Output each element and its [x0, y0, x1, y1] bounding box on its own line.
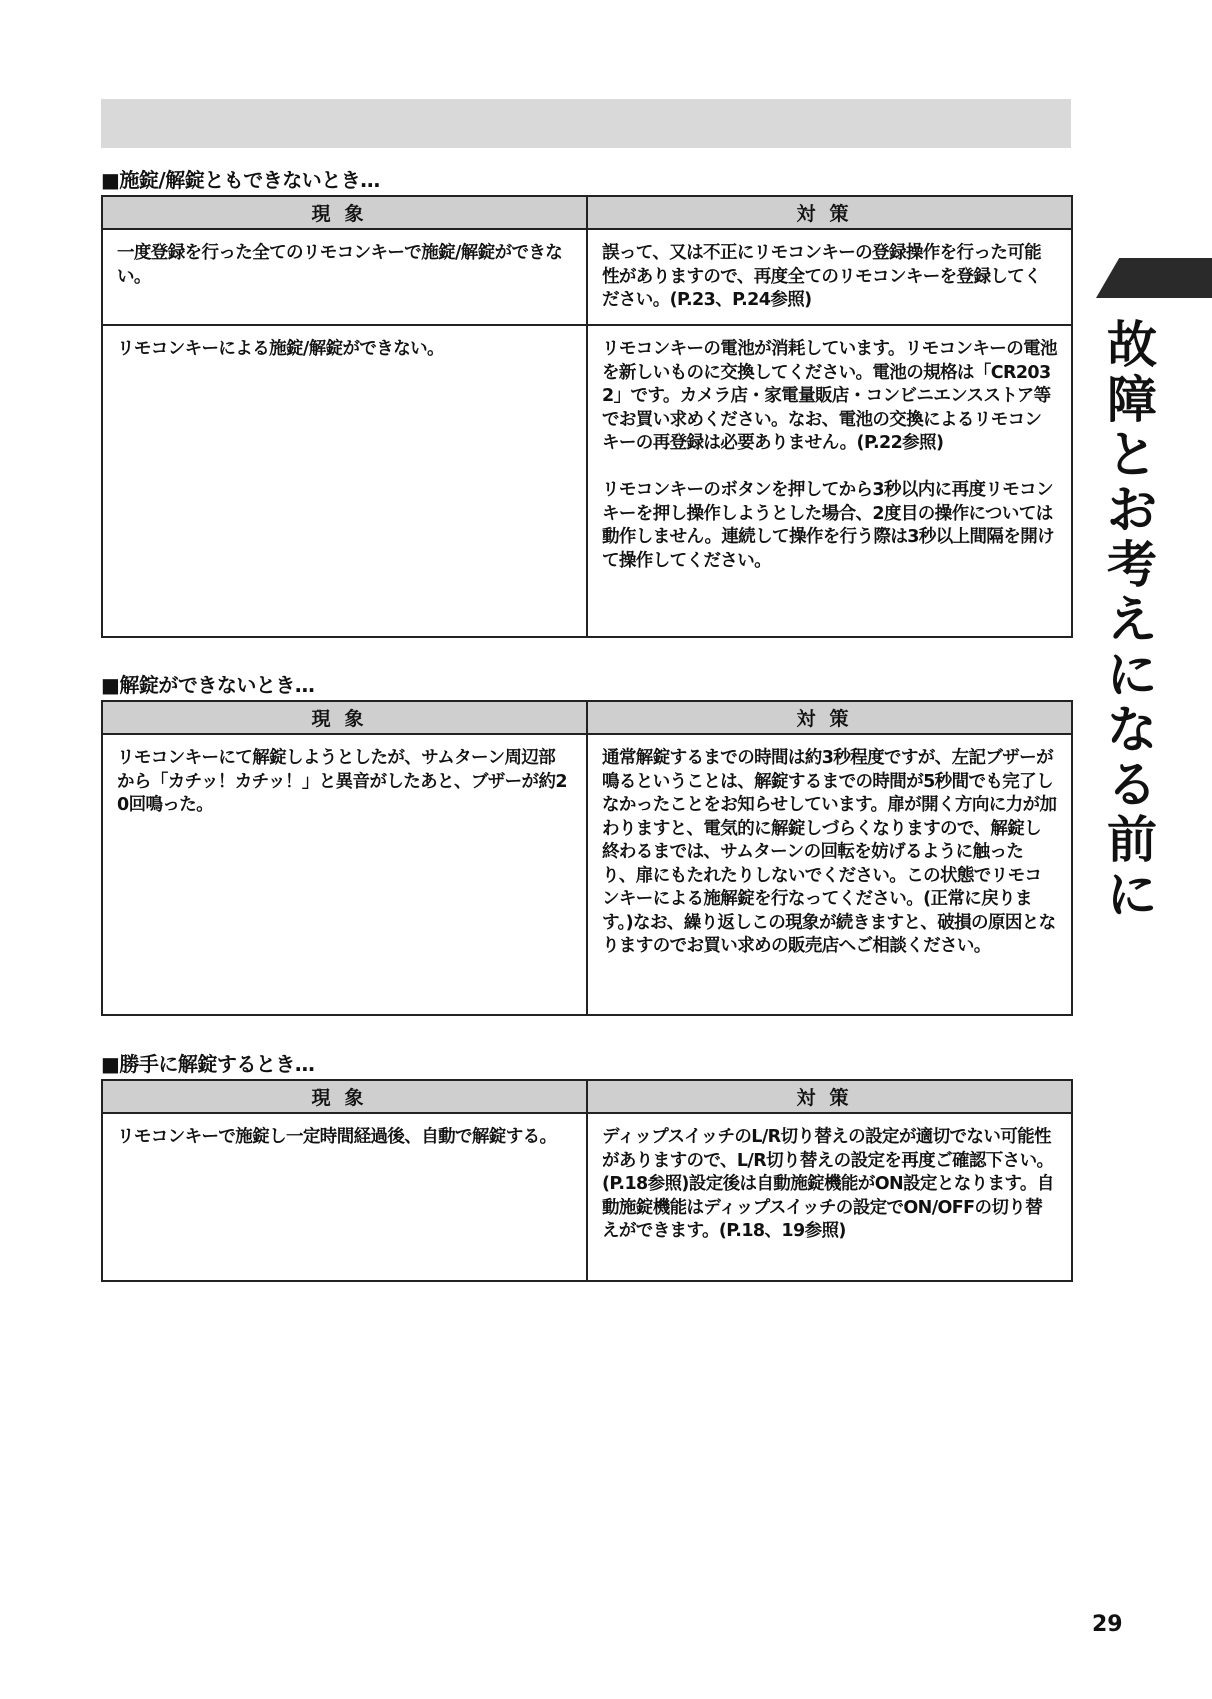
- symptom-cell: 一度登録を行った全てのリモコンキーで施錠/解錠ができない。: [102, 229, 587, 325]
- table-row: [102, 734, 1072, 1015]
- symptom-cell: リモコンキーによる施錠/解錠ができない。: [102, 325, 587, 637]
- remedy-paragraph: リモコンキーの電池が消耗しています。リモコンキーの電池を新しいものに交換してください。電池の規格は「CR2032」です。カメラ店・家電量販店・コンビニエンスストア等でお買い求めください。なお、電池の交換によるリモコンキーの再登録は必要ありません。(P.22参照): [602, 339, 1057, 453]
- remedy-cell: [587, 734, 1072, 1015]
- page-number: 29: [1092, 1612, 1123, 1637]
- symptom-column-header: 現象: [102, 1080, 587, 1113]
- symptom-cell: リモコンキーにて解錠しようとしたが、サムターン周辺部から「カチッ！カチッ！」と異音がしたあと、ブザーが約20回鳴った。: [102, 734, 587, 1015]
- header-band: [101, 99, 1071, 148]
- remedy-cell: [587, 325, 1072, 637]
- table-header-row: [102, 701, 1072, 734]
- section-lock-unlock: [101, 165, 1071, 638]
- remedy-column-header: 対策: [587, 1080, 1072, 1113]
- remedy-cell: [587, 229, 1072, 325]
- table-header-row: [102, 1080, 1072, 1113]
- chapter-tab-marker: [1096, 258, 1212, 298]
- section-unlock-failure: [101, 670, 1071, 1016]
- troubleshooting-table: [101, 1079, 1073, 1282]
- table-row: [102, 1113, 1072, 1281]
- remedy-paragraph: 通常解錠するまでの時間は約3秒程度ですが、左記ブザーが鳴るということは、解錠するまでの時間が5秒間でも完了しなかったことをお知らせしています。扉が開く方向に力が加わりますと、電気的に解錠しづらくなりますので、解錠し終わるまでは、サムターンの回転を妨げるように触ったり、扉にもたれたりしないでください。この状態でリモコンキーによる施解錠を行なってください。(正常に戻ります。)なお、繰り返しこの現象が続きますと、破損の原因となりますのでお買い求めの販売店へご相談ください。: [602, 748, 1057, 956]
- table-row: [102, 229, 1072, 325]
- section-heading: ■施錠/解錠ともできないとき…: [101, 168, 380, 192]
- paragraph-gap: [602, 456, 1057, 480]
- section-auto-unlock: [101, 1049, 1071, 1282]
- symptom-column-header: 現象: [102, 701, 587, 734]
- remedy-paragraph: ディップスイッチのL/R切り替えの設定が適切でない可能性がありますので、L/R切り替えの設定を再度ご確認下さい。(P.18参照)設定後は自動施錠機能がON設定となります。自動施錠機能はディップスイッチの設定でON/OFFの切り替えができます。(P.18、19参照): [602, 1127, 1054, 1241]
- remedy-column-header: 対策: [587, 701, 1072, 734]
- section-heading: ■解錠ができないとき…: [101, 673, 315, 697]
- chapter-side-title: 故障とお考えになる前に: [1107, 316, 1157, 924]
- remedy-cell: [587, 1113, 1072, 1281]
- remedy-paragraph: リモコンキーのボタンを押してから3秒以内に再度リモコンキーを押し操作しようとした場合、2度目の操作については動作しません。連続して操作を行う際は3秒以上間隔を開けて操作してください。: [602, 480, 1055, 571]
- symptom-column-header: 現象: [102, 196, 587, 229]
- table-header-row: [102, 196, 1072, 229]
- symptom-cell: リモコンキーで施錠し一定時間経過後、自動で解錠する。: [102, 1113, 587, 1281]
- table-row: [102, 325, 1072, 637]
- section-heading: ■勝手に解錠するとき…: [101, 1052, 315, 1076]
- troubleshooting-table: [101, 195, 1073, 638]
- remedy-column-header: 対策: [587, 196, 1072, 229]
- troubleshooting-table: [101, 700, 1073, 1016]
- remedy-paragraph: 誤って、又は不正にリモコンキーの登録操作を行った可能性がありますので、再度全てのリモコンキーを登録してください。(P.23、P.24参照): [602, 243, 1042, 310]
